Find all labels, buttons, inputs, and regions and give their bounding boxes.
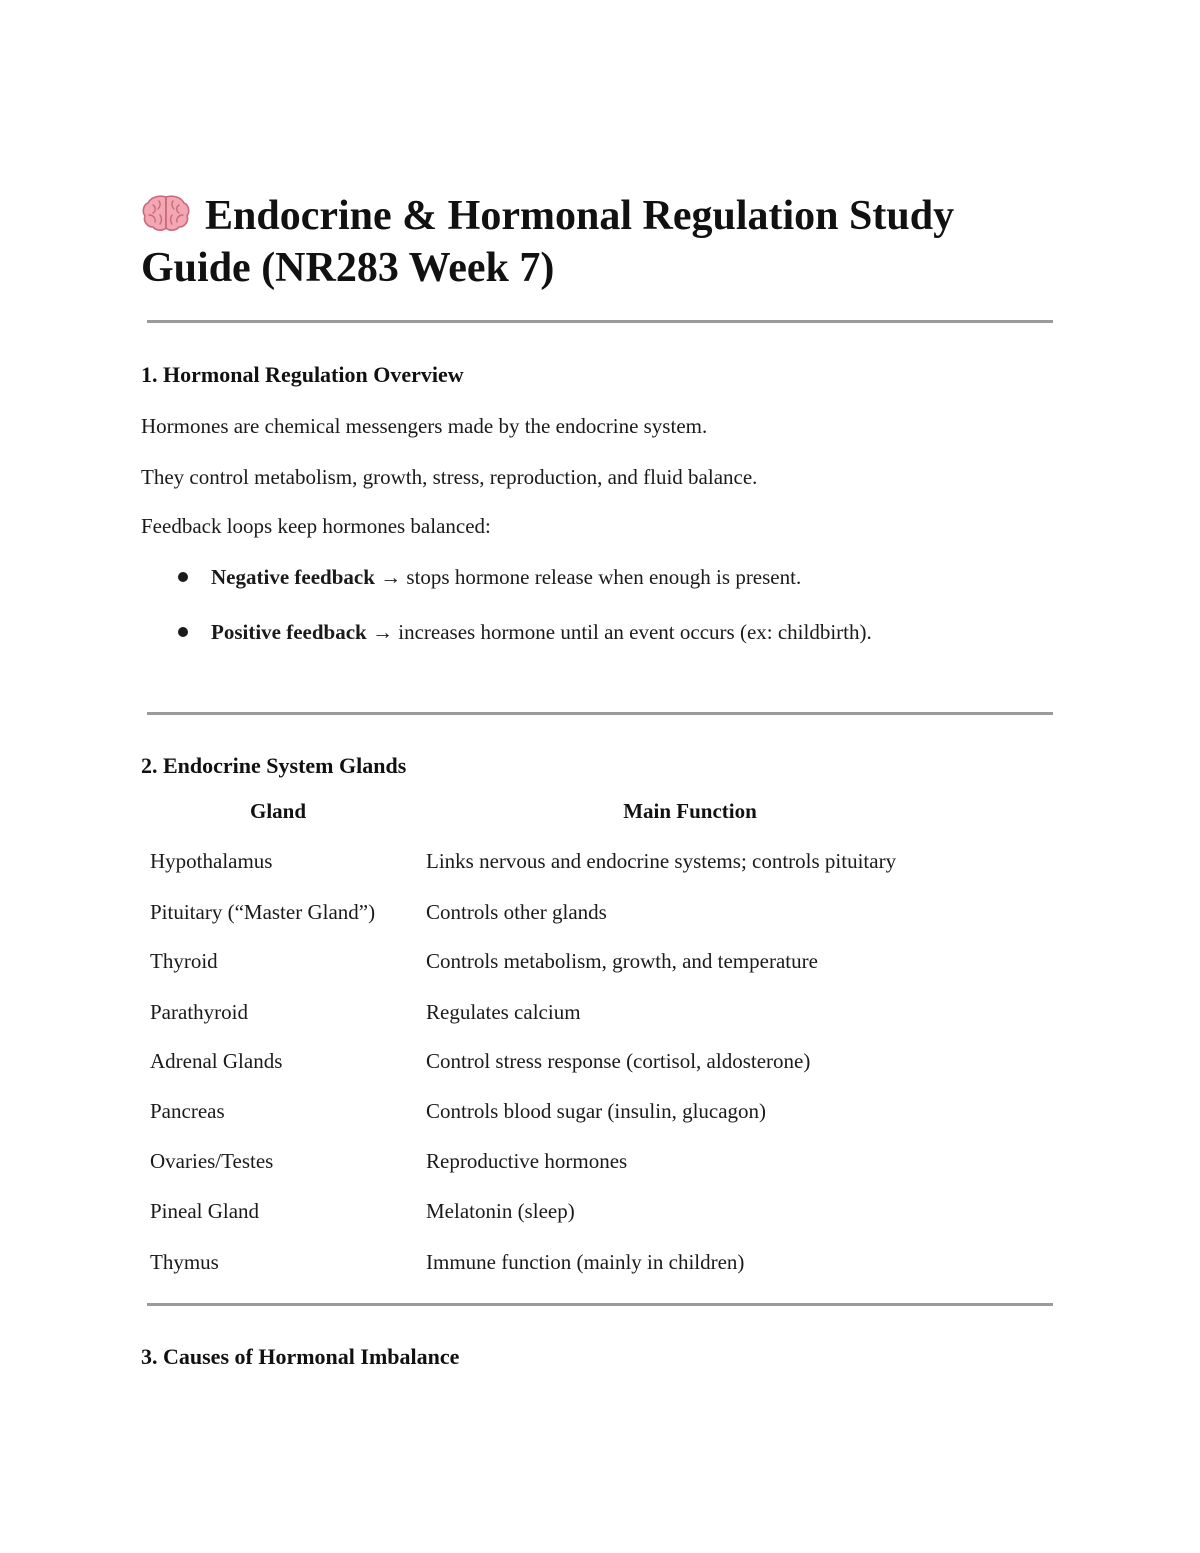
table-cell-function: Reproductive hormones: [426, 1149, 628, 1173]
page-title: [141, 190, 1071, 294]
paragraph: Feedback loops keep hormones balanced:: [141, 514, 491, 538]
table-cell-gland: Pancreas: [150, 1099, 225, 1123]
table-cell-gland: Parathyroid: [150, 1000, 248, 1024]
section-heading: 3. Causes of Hormonal Imbalance: [141, 1344, 460, 1369]
table-header-function: Main Function: [623, 799, 757, 823]
table-header-gland: Gland: [249, 799, 307, 823]
table-cell-gland: Thymus: [150, 1250, 219, 1274]
table-cell-gland: Thyroid: [150, 949, 218, 973]
divider: [147, 712, 1053, 715]
table-cell-function: Control stress response (cortisol, aldosterone): [426, 1049, 811, 1073]
bullet-dot-icon: [178, 627, 188, 637]
bullet-dot-icon: [178, 572, 188, 582]
table-cell-function: Regulates calcium: [426, 1000, 581, 1024]
paragraph: Hormones are chemical messengers made by the endocrine system.: [141, 414, 708, 438]
table-cell-function: Controls other glands: [426, 900, 607, 924]
table-cell-gland: Pituitary (“Master Gland”): [150, 900, 376, 924]
table-cell-gland: Hypothalamus: [150, 849, 273, 873]
table-cell-function: Controls blood sugar (insulin, glucagon): [426, 1099, 767, 1123]
brain-icon: [141, 193, 191, 233]
table-cell-gland: Ovaries/Testes: [150, 1149, 274, 1173]
bullet-term: Negative feedback: [211, 565, 375, 589]
paragraph: They control metabolism, growth, stress, reproduction, and fluid balance.: [141, 465, 758, 489]
bullet-text: → increases hormone until an event occurs (ex: childbirth).: [366, 620, 872, 644]
table-cell-gland: Pineal Gland: [150, 1199, 260, 1223]
divider: [147, 320, 1053, 323]
section-heading: 1. Hormonal Regulation Overview: [141, 362, 464, 387]
table-cell-function: Melatonin (sleep): [426, 1199, 575, 1223]
table-cell-function: Links nervous and endocrine systems; controls pituitary: [426, 849, 897, 873]
table-cell-gland: Adrenal Glands: [150, 1049, 283, 1073]
table-cell-function: Controls metabolism, growth, and temperature: [426, 949, 818, 973]
bullet-term: Positive feedback: [211, 620, 367, 644]
section-heading: 2. Endocrine System Glands: [141, 753, 407, 778]
bullet-text: → stops hormone release when enough is present.: [374, 565, 802, 589]
divider: [147, 1303, 1053, 1306]
table-cell-function: Immune function (mainly in children): [426, 1250, 745, 1274]
page-title-text: Endocrine & Hormonal Regulation Study Guide (NR283 Week 7): [141, 193, 955, 291]
